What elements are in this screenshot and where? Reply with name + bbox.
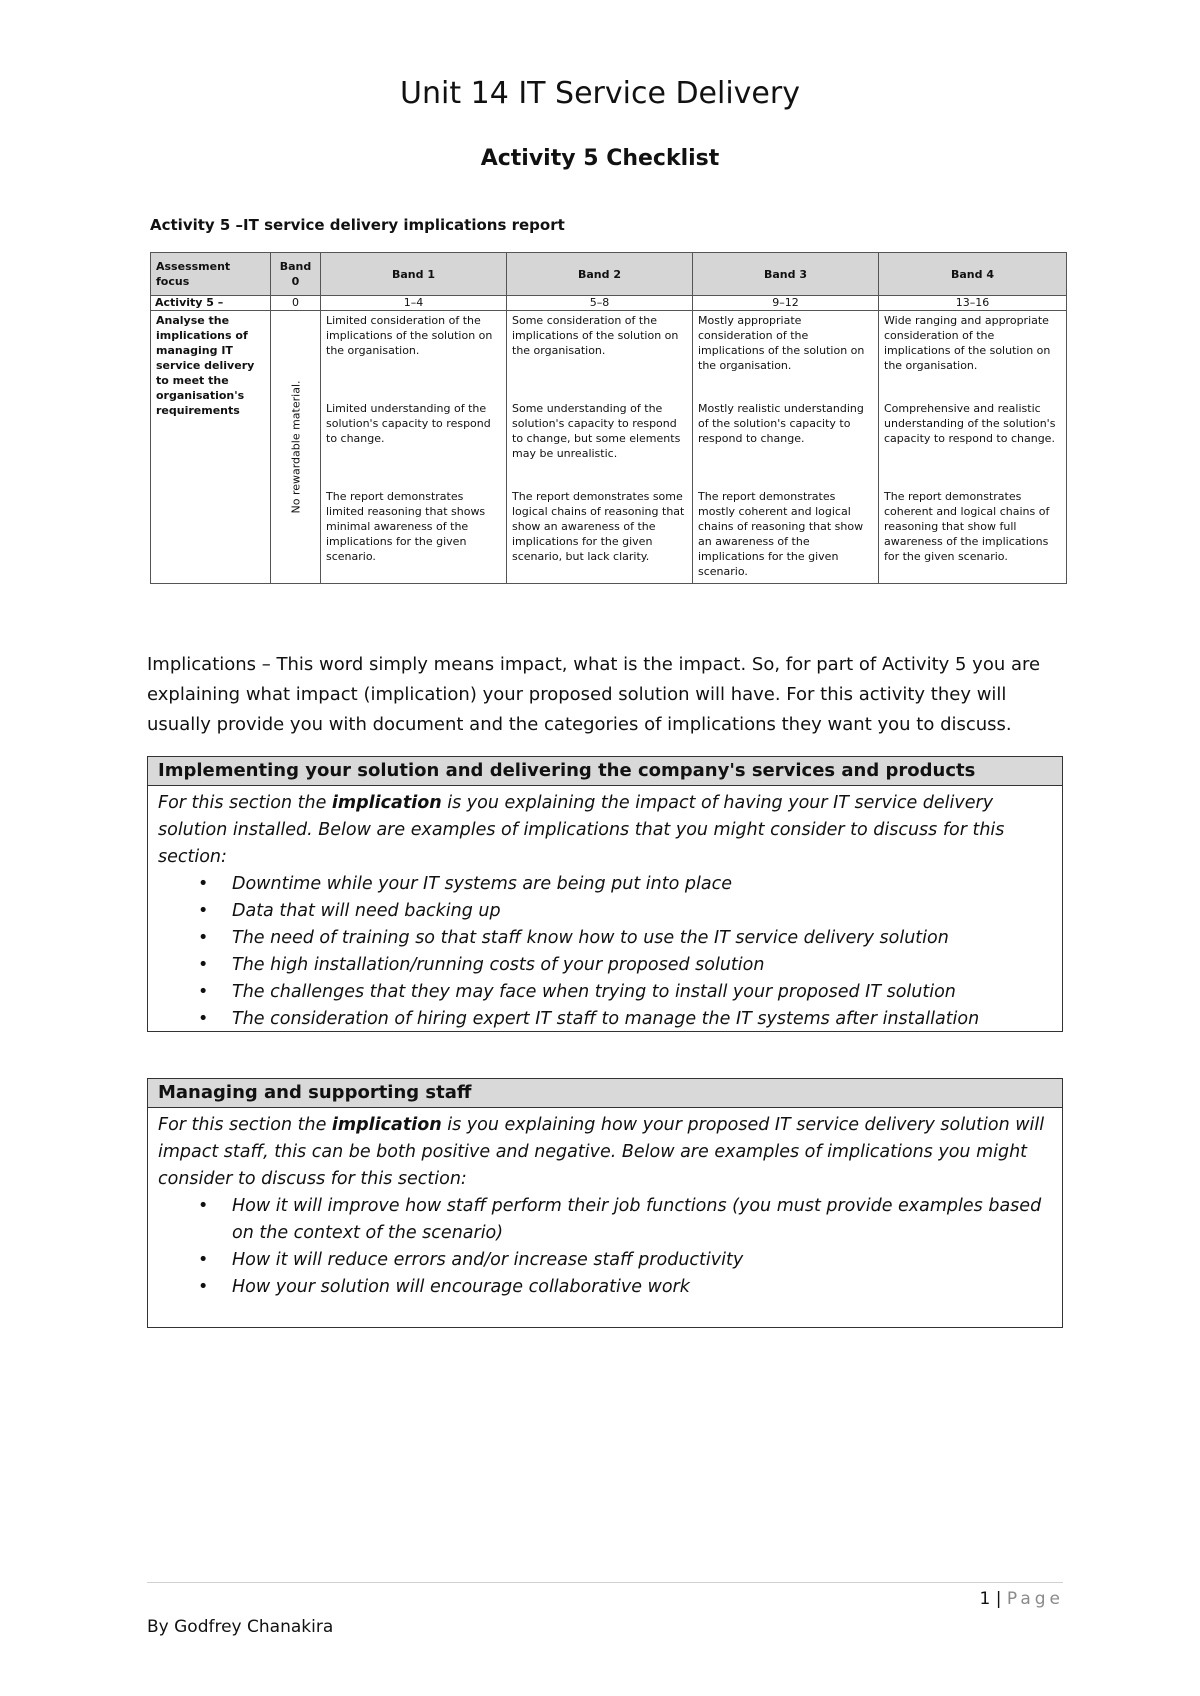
section-body [148,1108,1062,1307]
list-item: • The challenges that they may face when trying to install your proposed IT solution [232,979,1052,1006]
band-2-descriptor: The report demonstrates some logical chains of reasoning that show an awareness of the implications for the given scenario, but lack clarity. [512,490,685,563]
list-item: • The need of training so that staff know how to use the IT service delivery solution [232,925,1052,952]
section-managing-staff [147,1078,1063,1328]
rubric-table [150,252,1067,584]
section-body [148,786,1062,1039]
intro-paragraph: Implications – This word simply means impact, what is the impact. So, for part of Activity 5 you are explaining what impact (implication) your proposed solution will have. For this activity they will usually provide you with document and the categories of implications they want you to discuss. [147,654,1041,735]
assessment-focus-text: Analyse the implications of managing IT service delivery to meet the organisation's requirements [151,311,271,584]
rubric-marks-row [151,296,1067,311]
header-band-1: Band 1 [321,253,507,296]
band-3-descriptor: Mostly realistic understanding of the solution's capacity to respond to change. [698,402,864,445]
marks-band-2: 5–8 [507,296,693,311]
band-2-descriptor: Some consideration of the implications of the solution on the organisation. [512,314,679,357]
band-1-descriptor: Limited consideration of the implications of the solution on the organisation. [326,314,493,357]
header-band-0: Band 0 [271,253,321,296]
header-band-3: Band 3 [693,253,879,296]
page-number-separator: | [990,1589,1007,1609]
list-item: • How it will reduce errors and/or increase staff productivity [232,1247,1052,1274]
band-4-descriptor: The report demonstrates coherent and logical chains of reasoning that show full awareness of the implications for the given scenario. [884,490,1050,563]
implication-list [158,1193,1052,1301]
marks-band-4: 13–16 [879,296,1067,311]
band-2-descriptor: Some understanding of the solution's capacity to respond to change, but some elements may be unrealistic. [512,402,681,460]
band-0-text: No rewardable material. [289,380,302,514]
header-band-2: Band 2 [507,253,693,296]
document-title: Unit 14 IT Service Delivery [400,76,800,111]
page-number-value: 1 [979,1589,991,1609]
band-1-descriptor: The report demonstrates limited reasoning that shows minimal awareness of the implications for the given scenario. [326,490,486,563]
marks-band-3: 9–12 [693,296,879,311]
band-1-descriptor: Limited understanding of the solution's capacity to respond to change. [326,402,491,445]
section-implementing-solution [147,756,1063,1032]
list-item: • Data that will need backing up [232,898,1052,925]
list-item: • Downtime while your IT systems are being put into place [232,871,1052,898]
band-3-descriptor: The report demonstrates mostly coherent and logical chains of reasoning that show an awareness of the implications for the given scenario. [698,490,864,578]
section-intro [158,1112,1052,1193]
section-lead-text: For this section the [158,793,332,813]
section-body-text: is you explaining how your proposed IT service delivery solution will impact staff, this can be both positive and negative. Below are examples of implications you might consider to discuss for this section: [158,1115,1045,1189]
implication-keyword: implication [331,793,442,813]
rubric-heading: Activity 5 –IT service delivery implications report [150,216,565,234]
band-4-descriptor: Comprehensive and realistic understanding of the solution's capacity to respond to change. [884,402,1056,445]
rubric-descriptor-row [151,311,1067,584]
implication-list [158,871,1052,1033]
author-credit: By Godfrey Chanakira [147,1617,334,1637]
band-0-cell [271,311,321,584]
list-item: • The high installation/running costs of your proposed solution [232,952,1052,979]
section-heading: Implementing your solution and delivering the company's services and products [148,757,1062,786]
header-assessment-focus: Assessment focus [151,253,271,296]
band-4-descriptors [879,311,1067,584]
document-subtitle: Activity 5 Checklist [480,146,720,171]
focus-activity-label: Activity 5 – [151,296,271,311]
list-item: • How your solution will encourage collaborative work [232,1274,1052,1301]
header-band-4: Band 4 [879,253,1067,296]
page-label: Page [1006,1589,1064,1609]
marks-band-1: 1–4 [321,296,507,311]
list-item: • The consideration of hiring expert IT staff to manage the IT systems after installation [232,1006,1052,1033]
section-lead-text: For this section the [158,1115,332,1135]
section-heading: Managing and supporting staff [148,1079,1062,1108]
marks-band-0: 0 [271,296,321,311]
band-3-descriptors [693,311,879,584]
list-item: • How it will improve how staff perform their job functions (you must provide examples based on the context of the scenario) [232,1193,1052,1247]
band-3-descriptor: Mostly appropriate consideration of the implications of the solution on the organisation. [698,314,865,372]
footer-divider [147,1582,1063,1583]
section-intro [158,790,1052,871]
band-1-descriptors [321,311,507,584]
implication-keyword: implication [331,1115,442,1135]
rubric-header-row [151,253,1067,296]
page-number [979,1589,1064,1609]
band-4-descriptor: Wide ranging and appropriate consideration of the implications of the solution on the organisation. [884,314,1051,372]
band-2-descriptors [507,311,693,584]
section-body-text: is you explaining the impact of having your IT service delivery solution installed. Below are examples of implications that you might consider to discuss for this section: [158,793,1005,867]
